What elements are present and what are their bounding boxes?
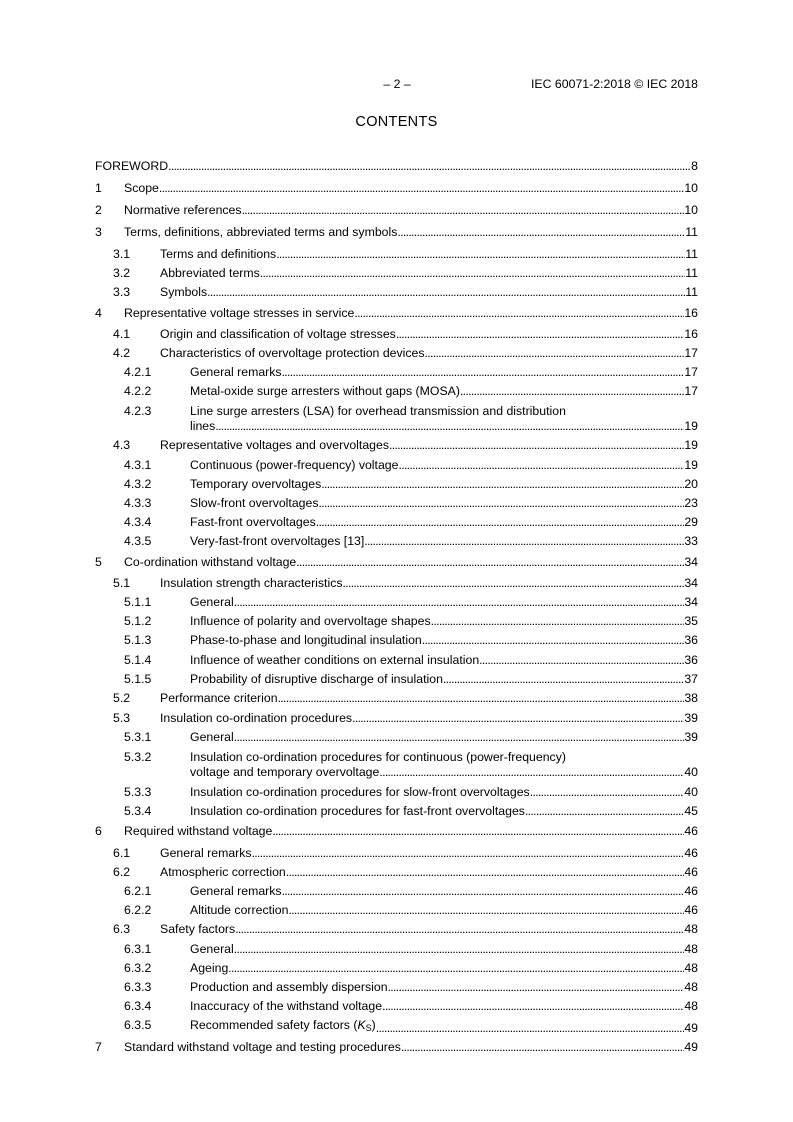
- leader-dots: [525, 804, 684, 819]
- toc-entry-page: 46: [684, 846, 698, 860]
- leader-dots: [364, 534, 684, 549]
- leader-dots: [321, 477, 684, 492]
- toc-entry-4-2[interactable]: [95, 346, 698, 361]
- leader-dots: [234, 942, 685, 957]
- toc-entry-number: 5.3.3: [124, 785, 152, 799]
- leader-dots: [398, 458, 684, 473]
- toc-entry-title-line2: lines: [190, 419, 216, 433]
- toc-entry-page: 20: [684, 477, 698, 491]
- toc-entry-number: 3.1: [113, 247, 131, 261]
- toc-entry-number: 4: [95, 306, 102, 320]
- toc-entry-number: 4.3.3: [124, 496, 152, 510]
- leader-dots: [425, 346, 685, 361]
- leader-dots: [288, 903, 684, 918]
- toc-entry-page: 49: [684, 1040, 698, 1054]
- toc-entry-6-3-1[interactable]: [95, 942, 698, 957]
- toc-entry-title: Required withstand voltage: [124, 824, 273, 838]
- leader-dots: [286, 865, 685, 880]
- toc-entry-5-1-3[interactable]: [95, 633, 698, 648]
- toc-entry-number: 4.3: [113, 438, 131, 452]
- toc-entry-page: 11: [685, 285, 698, 299]
- toc-entry-4-2-1[interactable]: [95, 365, 698, 380]
- toc-entry-page: 17: [684, 365, 698, 379]
- toc-entry-number: 4.3.4: [124, 515, 152, 529]
- leader-dots: [343, 576, 685, 591]
- toc-entry-title: Fast-front overvoltages: [190, 515, 316, 529]
- toc-entry-title: Probability of disruptive discharge of insulation: [190, 672, 443, 686]
- toc-entry-title: Insulation co-ordination procedures for slow-front overvoltages: [190, 785, 530, 799]
- toc-entry-page: 46: [684, 903, 698, 917]
- toc-entry-number: 6.1: [113, 846, 131, 860]
- toc-entry-title-suffix: ): [371, 1018, 376, 1032]
- toc-entry-6-3-2[interactable]: [95, 961, 698, 976]
- leader-dots: [234, 730, 685, 745]
- toc-entry-page: 11: [685, 225, 698, 239]
- toc-entry-page: 48: [684, 942, 698, 956]
- toc-entry-title: Symbols: [160, 285, 208, 299]
- leader-dots: [207, 285, 685, 300]
- toc-entry-3-3[interactable]: [95, 285, 698, 300]
- toc-entry-page: 34: [684, 576, 698, 590]
- toc-entry-title: Phase-to-phase and longitudinal insulation: [190, 633, 422, 647]
- toc-entry-number: 6.2.1: [124, 884, 152, 898]
- leader-dots: [215, 419, 684, 434]
- toc-entry-title: Characteristics of overvoltage protection devices: [160, 346, 425, 360]
- document-reference: IEC 60071-2:2018 © IEC 2018: [531, 77, 698, 91]
- toc-entry-5-3-4[interactable]: [95, 804, 698, 819]
- toc-entry-page: 29: [684, 515, 698, 529]
- toc-entry-title: General: [190, 942, 234, 956]
- toc-entry-title: Origin and classification of voltage stresses: [160, 327, 396, 341]
- toc-entry-6-3-5[interactable]: [95, 1018, 698, 1036]
- toc-entry-title: Ageing: [190, 961, 229, 975]
- toc-entry-title: Temporary overvoltages: [190, 477, 322, 491]
- toc-entry-5-2[interactable]: [95, 691, 698, 706]
- toc-entry-title: Terms and definitions: [160, 247, 277, 261]
- toc-entry-3-1[interactable]: [95, 247, 698, 262]
- toc-entry-title: Standard withstand voltage and testing procedures: [124, 1040, 401, 1054]
- leader-dots: [379, 765, 684, 780]
- toc-entry-number: 3.3: [113, 285, 131, 299]
- toc-entry-title: Metal-oxide surge arresters without gaps (MOSA): [190, 384, 460, 398]
- toc-entry-title: Production and assembly dispersion: [190, 980, 388, 994]
- toc-entry-page: 34: [684, 595, 698, 609]
- toc-entry-title: Altitude correction: [190, 903, 289, 917]
- toc-entry-title: General: [190, 730, 234, 744]
- contents-title: CONTENTS: [355, 114, 438, 130]
- toc-entry-4-3[interactable]: [95, 438, 698, 453]
- toc-entry-page: 17: [684, 384, 698, 398]
- toc-entry-title: Performance criterion: [160, 691, 278, 705]
- toc-entry-page: 46: [684, 824, 698, 838]
- leader-dots: [234, 595, 685, 610]
- toc-entry-number: 5.1.2: [124, 614, 152, 628]
- toc-entry-page: 40: [684, 785, 698, 799]
- toc-entry-title: General: [190, 595, 234, 609]
- leader-dots: [352, 711, 684, 726]
- toc-entry-page: 23: [684, 496, 698, 510]
- toc-entry-6[interactable]: [95, 824, 698, 839]
- toc-entry-page: 10: [684, 181, 698, 195]
- toc-entry-title: Continuous (power-frequency) voltage: [190, 458, 399, 472]
- toc-entry-number: 5: [95, 555, 102, 569]
- toc-entry-page: 19: [684, 419, 698, 433]
- toc-entry-page: 37: [684, 672, 698, 686]
- toc-entry-title: General remarks: [190, 365, 282, 379]
- toc-entry-title-text: Recommended safety factors (: [190, 1018, 358, 1032]
- toc-entry-title-line1: Insulation co-ordination procedures for continuous (power-frequency): [190, 750, 566, 764]
- toc-entry-4-2-3[interactable]: [95, 404, 698, 434]
- toc-entry-number: 3.2: [113, 266, 131, 280]
- toc-entry-number: 5.1: [113, 576, 131, 590]
- toc-entry-title: Very-fast-front overvoltages [13]: [190, 534, 365, 548]
- toc-entry-3-2[interactable]: [95, 266, 698, 281]
- toc-entry-title: Normative references: [124, 203, 242, 217]
- toc-entry-6-2[interactable]: [95, 865, 698, 880]
- toc-entry-page: 17: [684, 346, 698, 360]
- toc-entry-6-1[interactable]: [95, 846, 698, 861]
- leader-dots: [260, 266, 685, 281]
- toc-entry-number: 4.2.3: [124, 404, 152, 418]
- leader-dots: [382, 999, 684, 1014]
- toc-entry-page: 39: [684, 730, 698, 744]
- toc-entry-number: 7: [95, 1040, 102, 1054]
- toc-entry-page: 40: [684, 765, 698, 779]
- toc-entry-title: Influence of polarity and overvoltage shapes: [190, 614, 431, 628]
- leader-dots: [530, 785, 685, 800]
- leader-dots: [396, 327, 685, 342]
- toc-entry-title: Insulation strength characteristics: [160, 576, 343, 590]
- toc-entry-number: 5.1.1: [124, 595, 152, 609]
- leader-dots: [276, 247, 685, 262]
- toc-entry-number: 4.2: [113, 346, 131, 360]
- toc-entry-5-1[interactable]: [95, 576, 698, 591]
- toc-entry-page: 19: [684, 438, 698, 452]
- toc-entry-number: 6.2.2: [124, 903, 152, 917]
- toc-entry-page: 39: [684, 711, 698, 725]
- toc-entry-page: 48: [684, 980, 698, 994]
- toc-entry-5[interactable]: [95, 555, 698, 570]
- toc-entry-6-2-2[interactable]: [95, 903, 698, 918]
- toc-entry-number: 5.1.4: [124, 653, 152, 667]
- toc-entry-4-3-4[interactable]: [95, 515, 698, 530]
- leader-dots: [278, 691, 685, 706]
- toc-entry-title: Representative voltages and overvoltages: [160, 438, 389, 452]
- leader-dots: [228, 961, 684, 976]
- leader-dots: [354, 306, 684, 321]
- toc-entry-number: 5.1.5: [124, 672, 152, 686]
- leader-dots: [159, 181, 684, 196]
- safety-factor-symbol: K: [357, 1018, 366, 1032]
- toc-entry-5-1-4[interactable]: [95, 653, 698, 668]
- toc-entry-4-1[interactable]: [95, 327, 698, 342]
- toc-entry-title: Scope: [124, 181, 159, 195]
- leader-dots: [319, 496, 685, 511]
- toc-entry-page: 46: [684, 865, 698, 879]
- leader-dots: [282, 884, 685, 899]
- toc-entry-page: 34: [684, 555, 698, 569]
- toc-entry-number: 6.3.2: [124, 961, 152, 975]
- toc-entry-page: 19: [684, 458, 698, 472]
- leader-dots: [401, 1040, 684, 1055]
- toc-entry-number: 6.3: [113, 922, 131, 936]
- leader-dots: [376, 1021, 685, 1036]
- page-number: – 2 –: [383, 77, 411, 91]
- toc-entry-2[interactable]: [95, 203, 698, 218]
- toc-entry-5-1-2[interactable]: [95, 614, 698, 629]
- leader-dots: [389, 438, 684, 453]
- toc-entry-title: Inaccuracy of the withstand voltage: [190, 999, 383, 1013]
- leader-dots: [235, 922, 684, 937]
- leader-dots: [388, 980, 685, 995]
- toc-entry-title-line2: voltage and temporary overvoltage: [190, 765, 380, 779]
- leader-dots: [422, 633, 685, 648]
- toc-entry-number: 5.3.2: [124, 750, 152, 764]
- toc-entry-5-3-2[interactable]: [95, 750, 698, 780]
- toc-entry-page: 16: [684, 327, 698, 341]
- toc-entry-5-3-3[interactable]: [95, 785, 698, 800]
- toc-entry-5-1-1[interactable]: [95, 595, 698, 610]
- toc-entry-page: 11: [685, 247, 698, 261]
- toc-entry-page: 16: [684, 306, 698, 320]
- safety-factor-subscript: S: [365, 1023, 372, 1033]
- toc-entry-page: 45: [684, 804, 698, 818]
- toc-entry-page: 49: [684, 1021, 698, 1035]
- toc-entry-page: 8: [691, 159, 698, 173]
- toc-entry-title: Representative voltage stresses in service: [124, 306, 355, 320]
- toc-entry-number: 6.3.1: [124, 942, 152, 956]
- toc-entry-title: Slow-front overvoltages: [190, 496, 319, 510]
- toc-entry-number: 5.2: [113, 691, 131, 705]
- toc-entry-number: 5.3.1: [124, 730, 152, 744]
- toc-entry-number: 5.3: [113, 711, 131, 725]
- toc-entry-title: General remarks: [160, 846, 252, 860]
- toc-entry-page: 48: [684, 999, 698, 1013]
- leader-dots: [282, 365, 685, 380]
- toc-entry-number: 6.3.3: [124, 980, 152, 994]
- toc-entry-number: 6.3.5: [124, 1018, 152, 1032]
- leader-dots: [242, 203, 685, 218]
- toc-entry-4-3-5[interactable]: [95, 534, 698, 549]
- leader-dots: [431, 614, 685, 629]
- toc-entry-7[interactable]: [95, 1040, 698, 1055]
- toc-entry-5-3-1[interactable]: [95, 730, 698, 745]
- toc-entry-4-3-2[interactable]: [95, 477, 698, 492]
- toc-entry-page: 36: [684, 633, 698, 647]
- toc-entry-number: 5.3.4: [124, 804, 152, 818]
- toc-entry-number: 3: [95, 225, 102, 239]
- toc-entry-title: Atmospheric correction: [160, 865, 286, 879]
- leader-dots: [168, 159, 691, 174]
- leader-dots: [316, 515, 685, 530]
- toc-entry-4-3-1[interactable]: [95, 458, 698, 473]
- toc-entry-5-1-5[interactable]: [95, 672, 698, 687]
- toc-entry-title: General remarks: [190, 884, 282, 898]
- toc-entry-number: 6: [95, 824, 102, 838]
- toc-entry-page: 46: [684, 884, 698, 898]
- toc-entry-6-3-3[interactable]: [95, 980, 698, 995]
- leader-dots: [272, 824, 684, 839]
- toc-entry-title: Abbreviated terms: [160, 266, 260, 280]
- toc-entry-number: 6.2: [113, 865, 131, 879]
- toc-entry-title: Influence of weather conditions on external insulation: [190, 653, 480, 667]
- toc-entry-number: 4.2.1: [124, 365, 152, 379]
- toc-entry-4[interactable]: [95, 306, 698, 321]
- toc-entry-page: 48: [684, 922, 698, 936]
- toc-entry-title: FOREWORD: [95, 159, 169, 173]
- toc-entry-title: [190, 1018, 376, 1036]
- leader-dots: [252, 846, 685, 861]
- leader-dots: [296, 555, 684, 570]
- toc-entry-4-2-2[interactable]: [95, 384, 698, 399]
- toc-entry-number: 2: [95, 203, 102, 217]
- toc-entry-6-3[interactable]: [95, 922, 698, 937]
- toc-entry-title-line1: Line surge arresters (LSA) for overhead transmission and distribution: [190, 404, 566, 418]
- toc-entry-title: Insulation co-ordination procedures for fast-front overvoltages: [190, 804, 525, 818]
- toc-entry-page: 11: [685, 266, 698, 280]
- toc-entry-page: 33: [684, 534, 698, 548]
- toc-entry-number: 4.3.5: [124, 534, 152, 548]
- toc-entry-page: 35: [684, 614, 698, 628]
- toc-entry-number: 4.3.2: [124, 477, 152, 491]
- toc-entry-number: 5.1.3: [124, 633, 152, 647]
- toc-entry-number: 4.1: [113, 327, 131, 341]
- toc-entry-title: Safety factors: [160, 922, 236, 936]
- toc-entry-page: 10: [684, 203, 698, 217]
- toc-entry-title: Terms, definitions, abbreviated terms and symbols: [124, 225, 398, 239]
- toc-entry-number: 1: [95, 181, 102, 195]
- toc-entry-4-3-3[interactable]: [95, 496, 698, 511]
- toc-entry-foreword[interactable]: [95, 159, 698, 174]
- leader-dots: [397, 225, 685, 240]
- toc-entry-page: 36: [684, 653, 698, 667]
- toc-entry-3[interactable]: [95, 225, 698, 240]
- toc-entry-6-2-1[interactable]: [95, 884, 698, 899]
- leader-dots: [460, 384, 684, 399]
- toc-entry-page: 38: [684, 691, 698, 705]
- toc-entry-number: 4.3.1: [124, 458, 152, 472]
- toc-entry-title: Co-ordination withstand voltage: [124, 555, 297, 569]
- toc-entry-1[interactable]: [95, 181, 698, 196]
- leader-dots: [479, 653, 684, 668]
- toc-entry-6-3-4[interactable]: [95, 999, 698, 1014]
- toc-entry-page: 48: [684, 961, 698, 975]
- toc-entry-number: 4.2.2: [124, 384, 152, 398]
- toc-entry-5-3[interactable]: [95, 711, 698, 726]
- toc-entry-number: 6.3.4: [124, 999, 152, 1013]
- toc-entry-title: Insulation co-ordination procedures: [160, 711, 353, 725]
- leader-dots: [443, 672, 684, 687]
- table-of-contents: [95, 0, 698, 1122]
